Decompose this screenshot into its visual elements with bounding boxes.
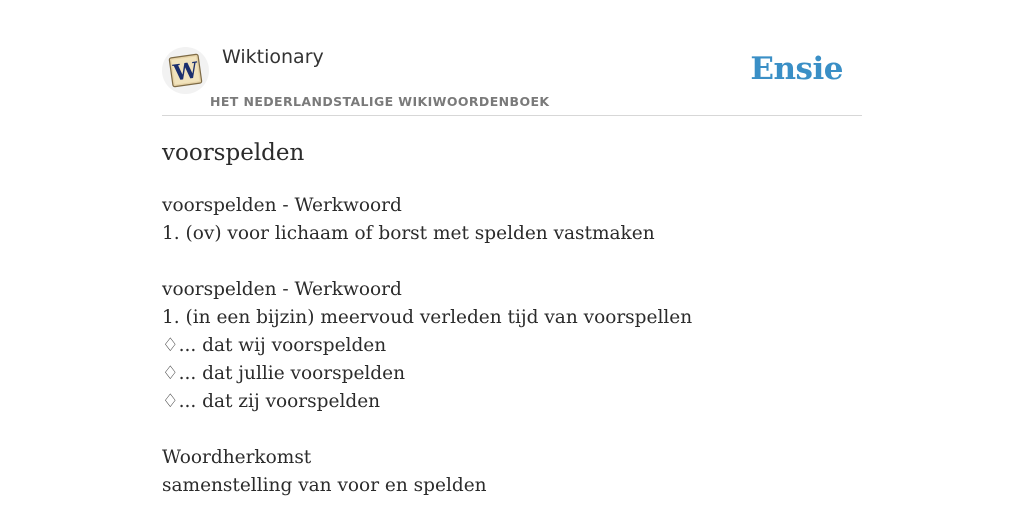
- etymology-heading: Woordherkomst: [162, 447, 312, 468]
- entry-heading: voorspelden - Werkwoord: [162, 279, 402, 300]
- etymology-text: samenstelling van voor en spelden: [162, 475, 487, 496]
- header-divider: [162, 115, 862, 116]
- example-item: [162, 360, 862, 388]
- site-tagline: HET NEDERLANDSTALIGE WIKIWOORDENBOEK: [210, 94, 550, 109]
- example-text: ... dat zij voorspelden: [178, 391, 381, 412]
- diamond-icon: ♢: [162, 391, 179, 412]
- wiktionary-logo-icon: [162, 47, 209, 94]
- entry-definition: 1. (ov) voor lichaam of borst met spelden vastmaken: [162, 223, 655, 244]
- spacer: [162, 416, 862, 444]
- page-title: voorspelden: [162, 140, 305, 166]
- site-name[interactable]: Wiktionary: [222, 46, 324, 68]
- diamond-icon: ♢: [162, 363, 179, 384]
- example-item: [162, 332, 862, 360]
- diamond-icon: ♢: [162, 335, 179, 356]
- spacer: [162, 248, 862, 276]
- page-container: [162, 0, 862, 512]
- article-content: [162, 192, 862, 500]
- example-text: ... dat jullie voorspelden: [178, 363, 406, 384]
- entry-definition: 1. (in een bijzin) meervoud verleden tijd van voorspellen: [162, 307, 693, 328]
- example-text: ... dat wij voorspelden: [178, 335, 387, 356]
- entry-heading: voorspelden - Werkwoord: [162, 195, 402, 216]
- ensie-brand-logo[interactable]: Ensie: [750, 51, 843, 87]
- example-item: [162, 388, 862, 416]
- wiktionary-logo[interactable]: [162, 47, 209, 94]
- logo-letter: W: [171, 57, 200, 87]
